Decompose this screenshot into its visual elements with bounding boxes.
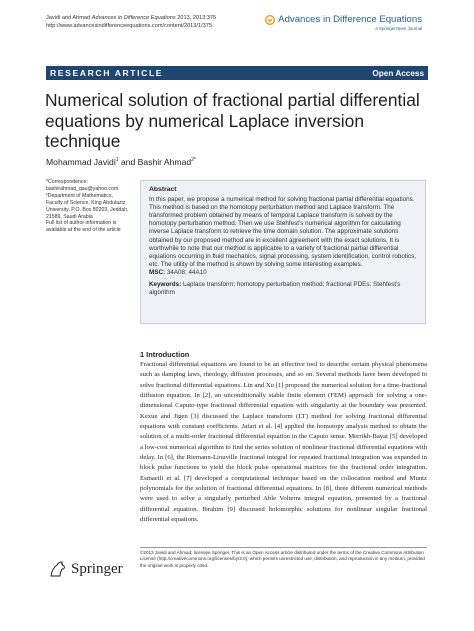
section-heading: 1 Introduction: [140, 350, 190, 359]
article-title: Numerical solution of fractional partial differential equations by numerical Laplace inversion technique: [45, 90, 420, 151]
article-type-banner: [46, 66, 428, 80]
citation-year: 2013, 2013:375: [177, 15, 217, 21]
keywords-label: Keywords:: [149, 281, 182, 289]
abstract-text: In this paper, we propose a numerical method for solving fractional partial differential equations. This method is based on the homotopy perturbation method and Laplace transform. The transformed problem obtained by means of temporal Laplace transform is solved by the homotopy perturbation method. Then we use Stehfest's numerical algorithm for calculating inverse Laplace transform to retrieve the time domain solution. The approximate solutions obtained by our proposed method are in excellent agreement with the exact solutions. It is worthwhile to note that our method is applicable to a variety of fractional partial differential equations occurring in fluid mechanics, signal processing, system identification, control robotics, etc. The utility of the method is shown by solving some interesting examples.: [149, 196, 417, 268]
msc-value: 34A08; 44A10: [165, 268, 207, 276]
journal-brand: [265, 14, 422, 31]
introduction-text: Fractional differential equations are found to be an effective tool to describe certain physical phenomena such as damping laws, rheology, diffusion processes, and so on. Several methods have been developed to solve fractional differential equations. Lin and Xu [1] proposed the numerical solution for a time-fractional diffusion equation. In [2], an unconditionally stable finite element (FEM) approach for solving a one-dimensional Caputo-type fractional differential equation with singularity at the boundary was presented. Kexue and Jigen [3] discussed the Laplace transform (LT) method for solving fractional differential equations with constant coefficients. Jafari et al. [4] applied the homotopy analysis method to obtain the solution of a multi-order fractional differential equation in the Caputo sense. Merrikh-Bayat [5] developed a low-cost numerical algorithm to find the series solution of nonlinear fractional differential equations with delay. In [6], the Riemann-Liouville fractional integral for repeated fractional integration was expanded in block pulse functions to yield the block pulse operational matrices for the fractional order integration. Esmaeili et al. [7] developed a computational technique based on the collocation method and Muntz polynomials for the solution of fractional differential equations. In [8], three different numerical methods were used to solve a singularly perturbed Able Volterra integral equation, presented by a fractional differential equation. Ibrahim [9] discussed holomorphic solutions for nonlinear singular fractional differential equations.: [140, 361, 427, 524]
author-affiliation-mark: 1: [115, 157, 119, 164]
springeropen-logo-icon: [265, 15, 275, 25]
affiliation-line: 21589, Saudi Arabia: [46, 213, 93, 220]
abstract-heading: Abstract: [149, 186, 177, 193]
abstract-box: [140, 180, 426, 324]
publisher-name: Springer: [71, 560, 123, 577]
author-name: Bashir Ahmad: [137, 157, 192, 167]
author-name: Mohammad Javidi: [46, 157, 116, 167]
msc-label: MSC:: [149, 268, 166, 276]
footer-divider: [140, 547, 427, 548]
citation-journal: Advances in Difference Equations: [91, 15, 176, 21]
keywords-value: Laplace transform; homotopy perturbation method; fractional PDEs; Stehfest's algorithm: [149, 281, 401, 297]
journal-brand-subtitle: a SpringerOpen Journal: [375, 26, 422, 31]
article-type-label: RESEARCH ARTICLE: [50, 68, 164, 78]
author-affiliation-mark: 2*: [191, 157, 196, 164]
license-text: ©2013 Javidi and Ahmad; licensee Springer. This is an Open Access article distributed under the terms of the Creative Commons Attribution License (http://creativecommons.org/licenses/by/2.0), which permits unrestricted use, distribution, and reproduction in any medium, provided the original work is properly cited.: [140, 550, 425, 568]
author-joiner: and: [118, 157, 138, 167]
journal-brand-name: Advances in Difference Equations: [278, 14, 422, 25]
affiliation-line: ²Department of Mathematics,: [46, 192, 113, 199]
article-url[interactable]: http://www.advancesindifferenceequations.com/content/2013/1/375: [46, 22, 212, 29]
journal-citation: [46, 15, 216, 30]
open-access-label: Open Access: [372, 68, 424, 78]
affiliation-line: University, P.O. Box 80203, Jeddah,: [46, 206, 129, 213]
affiliation-line: Faculty of Science, King Abdulaziz: [46, 199, 126, 206]
correspondence-note: [46, 179, 136, 234]
correspondence-email[interactable]: bashirahmad_qau@yahoo.com: [46, 185, 119, 192]
springer-horse-icon: [48, 560, 68, 578]
author-info-note: Full list of author information is: [46, 220, 117, 227]
author-info-note: available at the end of the article: [46, 227, 121, 234]
citation-authors: Javidi and Ahmad: [46, 15, 91, 21]
keywords: [149, 281, 418, 297]
msc-codes: [149, 269, 418, 277]
springer-logo: [48, 560, 123, 578]
author-list: [46, 157, 196, 167]
correspondence-label: *Correspondence:: [46, 179, 88, 185]
